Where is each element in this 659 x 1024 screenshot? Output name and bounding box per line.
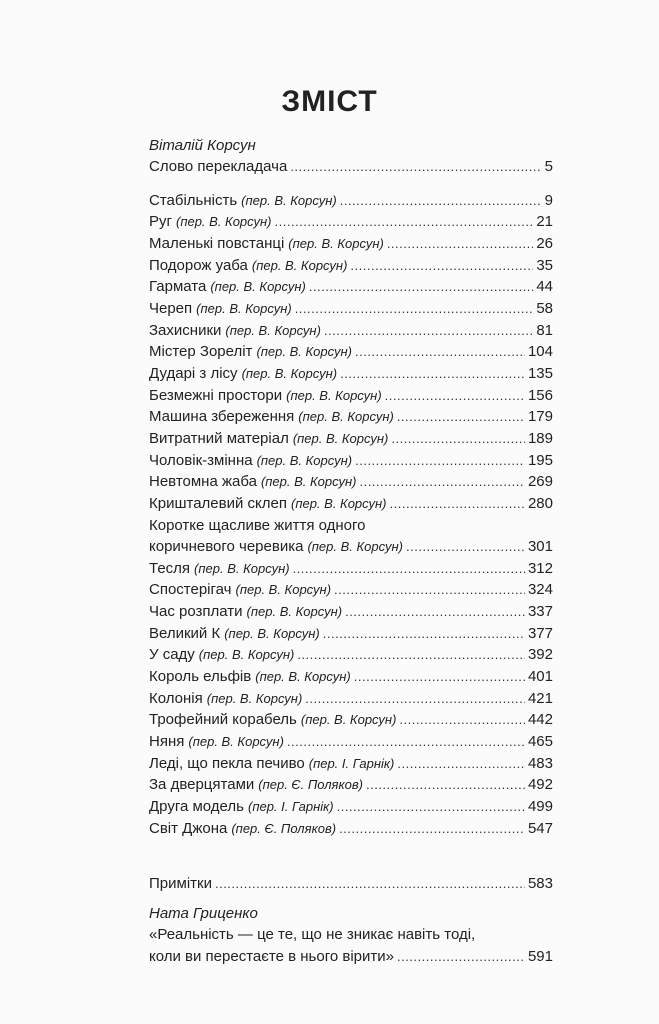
afterword-title-line-1[interactable]: «Реальність — це те, що не зникає навіть тоді, <box>149 926 476 943</box>
toc-entry-notes[interactable] <box>149 873 553 895</box>
entry-page: 465 <box>527 733 553 751</box>
entry-title: Няня <box>149 733 185 751</box>
entry-page: 135 <box>527 364 553 382</box>
toc-entry[interactable] <box>149 233 553 255</box>
translator-note: (пер. В. Корсун) <box>255 669 351 685</box>
entry-title: Гармата <box>149 278 207 296</box>
entry-page: 280 <box>527 494 553 512</box>
translator-note: (пер. В. Корсун) <box>198 647 295 663</box>
toc-entry[interactable] <box>149 211 553 233</box>
entry-title: Містер Зореліт <box>149 343 253 361</box>
entry-title: Великий К <box>149 624 221 642</box>
toc-entry-title-line[interactable]: Коротке щасливе життя одного <box>149 516 366 534</box>
entry-page: 44 <box>536 278 553 296</box>
entry-page: 156 <box>527 386 553 404</box>
translator-note: (пер. В. Корсун) <box>246 604 343 620</box>
entry-title: Леді, що пекла печиво <box>149 754 305 772</box>
translator-note: (пер. В. Корсун) <box>307 539 403 555</box>
toc-entry[interactable] <box>149 818 553 840</box>
spacer <box>149 839 553 873</box>
entry-page: 312 <box>527 559 553 577</box>
dot-leader <box>345 601 525 623</box>
entry-title: Маленькі повстанці <box>149 234 285 252</box>
translator-note: (пер. В. Корсун) <box>241 192 337 208</box>
translator-note: (пер. В. Корсун) <box>188 734 284 750</box>
entry-page: 499 <box>527 798 553 816</box>
table-of-contents <box>149 135 553 967</box>
entry-title: У саду <box>149 646 195 664</box>
entry-title: Машина збереження <box>149 408 295 426</box>
entry-title: Чоловік-змінна <box>149 451 253 469</box>
entry-title: За дверцятами <box>149 776 255 794</box>
dot-leader <box>390 493 525 515</box>
translator-note: (пер. В. Корсун) <box>210 279 306 295</box>
toc-entry[interactable] <box>149 450 553 472</box>
dot-leader <box>275 211 534 233</box>
entry-title: Череп <box>149 299 193 317</box>
dot-leader <box>215 873 525 895</box>
entry-page: 35 <box>536 256 553 274</box>
dot-leader <box>340 190 542 212</box>
dot-leader <box>295 298 534 320</box>
toc-entry[interactable] <box>149 190 553 212</box>
entry-title: Кришталевий склеп <box>149 494 287 512</box>
entry-title: Слово перекладача <box>149 158 288 175</box>
entry-title: Невтомна жаба <box>149 473 257 491</box>
dot-leader <box>337 796 525 818</box>
entry-page: 492 <box>527 776 553 794</box>
translator-note: (пер. В. Корсун) <box>288 235 384 251</box>
entry-page: 301 <box>527 538 553 556</box>
toc-entry[interactable] <box>149 666 553 688</box>
translator-note: (пер. В. Корсун) <box>175 214 272 230</box>
dot-leader <box>359 471 525 493</box>
dot-leader <box>350 255 533 277</box>
dot-leader <box>397 753 525 775</box>
page-title: ЗМІСТ <box>281 85 378 118</box>
dot-leader <box>324 320 533 342</box>
toc-entry[interactable] <box>149 623 553 645</box>
dot-leader <box>387 233 534 255</box>
dot-leader <box>399 709 525 731</box>
dot-leader <box>355 341 525 363</box>
translator-note: (пер. В. Корсун) <box>286 387 382 403</box>
entry-page: 179 <box>527 408 553 426</box>
dot-leader <box>305 688 525 710</box>
translator-note: (пер. В. Корсун) <box>251 257 348 273</box>
translator-note: (пер. В. Корсун) <box>224 625 320 641</box>
entry-title: Руг <box>149 213 172 231</box>
dot-leader <box>293 558 525 580</box>
toc-entry[interactable] <box>149 428 553 450</box>
dot-leader <box>339 818 525 840</box>
entry-page: 324 <box>527 581 553 599</box>
translator-note: (пер. В. Корсун) <box>256 344 352 360</box>
entry-page: 421 <box>527 689 553 707</box>
toc-entry[interactable] <box>149 688 553 710</box>
entry-page: 269 <box>527 473 553 491</box>
toc-entry[interactable] <box>149 601 553 623</box>
toc-entry[interactable] <box>149 558 553 580</box>
dot-leader <box>287 731 525 753</box>
translator-note: (пер. В. Корсун) <box>235 582 332 598</box>
toc-entry[interactable] <box>149 276 553 298</box>
entry-title: Захисники <box>149 321 222 339</box>
toc-entry[interactable] <box>149 385 553 407</box>
toc-entry[interactable] <box>149 536 553 558</box>
spacer <box>149 178 553 190</box>
dot-leader <box>323 623 525 645</box>
translator-note: (пер. В. Корсун) <box>260 474 357 490</box>
entry-title: Спостерігач <box>149 581 232 599</box>
entry-title: Друга модель <box>149 798 244 816</box>
translator-note: (пер. В. Корсун) <box>290 495 387 511</box>
dot-leader <box>406 536 525 558</box>
entry-page: 401 <box>527 668 553 686</box>
entry-page: 377 <box>527 624 553 642</box>
dot-leader <box>334 579 525 601</box>
entry-title: Час розплати <box>149 603 243 621</box>
dot-leader <box>290 156 541 178</box>
dot-leader <box>397 406 525 428</box>
dot-leader <box>385 385 525 407</box>
entry-title: Дударі з лісу <box>149 364 238 382</box>
translator-note: (пер. В. Корсун) <box>196 300 292 316</box>
toc-entry[interactable] <box>149 709 553 731</box>
entry-title: Стабільність <box>149 191 238 209</box>
toc-entry[interactable] <box>149 753 553 775</box>
stories-list <box>149 190 553 840</box>
entry-page: 195 <box>527 451 553 469</box>
preface-author: Віталій Корсун <box>149 137 256 154</box>
dot-leader <box>391 428 525 450</box>
entry-page: 9 <box>544 191 553 209</box>
dot-leader <box>355 450 525 472</box>
entry-page: 189 <box>527 429 553 447</box>
translator-note: (пер. В. Корсун) <box>206 690 303 706</box>
entry-page: 26 <box>536 234 553 252</box>
translator-note: (пер. В. Корсун) <box>194 560 290 576</box>
toc-entry-preface[interactable] <box>149 156 553 178</box>
toc-entry[interactable] <box>149 471 553 493</box>
entry-title: Примітки <box>149 875 212 893</box>
translator-note: (пер. В. Корсун) <box>298 409 394 425</box>
afterword-author: Ната Гриценко <box>149 905 258 922</box>
toc-entry[interactable] <box>149 298 553 320</box>
toc-entry[interactable] <box>149 579 553 601</box>
entry-title: Витратний матеріал <box>149 429 289 447</box>
dot-leader <box>366 774 525 796</box>
entry-title: Тесля <box>149 559 191 577</box>
entry-page: 392 <box>527 646 553 664</box>
entry-title: Трофейний корабель <box>149 711 297 729</box>
spacer <box>149 895 553 903</box>
translator-note: (пер. Є. Поляков) <box>231 820 337 836</box>
entry-title: коли ви перестаєте в нього вірити» <box>149 947 394 965</box>
entry-page: 337 <box>527 603 553 621</box>
translator-note: (пер. Є. Поляков) <box>258 777 363 793</box>
toc-entry[interactable] <box>149 406 553 428</box>
toc-entry[interactable] <box>149 363 553 385</box>
entry-title: Подорож уаба <box>149 256 248 274</box>
translator-note: (пер. В. Корсун) <box>241 365 338 381</box>
dot-leader <box>354 666 525 688</box>
toc-entry[interactable] <box>149 796 553 818</box>
toc-entry[interactable] <box>149 341 553 363</box>
entry-page: 591 <box>527 947 553 965</box>
entry-title: Король ельфів <box>149 668 252 686</box>
entry-page: 58 <box>536 299 553 317</box>
toc-entry[interactable] <box>149 493 553 515</box>
translator-note: (пер. В. Корсун) <box>256 452 353 468</box>
translator-note: (пер. В. Корсун) <box>292 430 389 446</box>
toc-entry[interactable] <box>149 255 553 277</box>
entry-page: 21 <box>536 213 553 231</box>
toc-entry[interactable] <box>149 644 553 666</box>
entry-title: Колонія <box>149 689 203 707</box>
entry-title: Безмежні простори <box>149 386 283 404</box>
entry-page: 583 <box>527 875 553 893</box>
dot-leader <box>397 946 525 968</box>
toc-entry[interactable] <box>149 774 553 796</box>
toc-entry[interactable] <box>149 731 553 753</box>
toc-entry[interactable] <box>149 320 553 342</box>
translator-note: (пер. В. Корсун) <box>225 322 321 338</box>
entry-page: 104 <box>527 343 553 361</box>
entry-page: 442 <box>527 711 553 729</box>
entry-page: 547 <box>527 819 553 837</box>
dot-leader <box>340 363 525 385</box>
translator-note: (пер. І. Гарнік) <box>247 799 334 815</box>
entry-page: 483 <box>527 754 553 772</box>
entry-page: 5 <box>544 158 553 175</box>
translator-note: (пер. В. Корсун) <box>300 712 397 728</box>
dot-leader <box>309 276 533 298</box>
translator-note: (пер. І. Гарнік) <box>308 755 395 771</box>
entry-page: 81 <box>536 321 553 339</box>
toc-entry-afterword[interactable] <box>149 946 553 968</box>
dot-leader <box>297 644 525 666</box>
entry-title: коричневого черевика <box>149 538 304 556</box>
entry-title: Світ Джона <box>149 819 228 837</box>
